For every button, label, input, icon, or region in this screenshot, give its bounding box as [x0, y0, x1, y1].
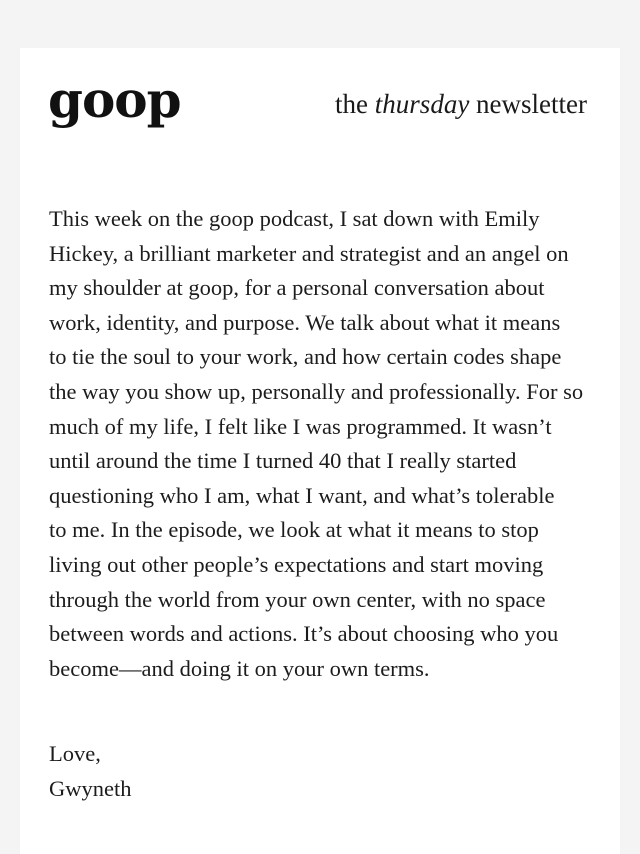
body-line: my shoulder at goop, for a personal conversation about	[49, 275, 545, 301]
body-line: through the world from your own center, with no space	[49, 586, 546, 612]
body-line: questioning who I am, what I want, and what’s tolerable	[49, 482, 555, 508]
body-line: to tie the soul to your work, and how certain codes shape	[49, 344, 562, 370]
body-line: work, identity, and purpose. We talk about what it means	[49, 309, 561, 335]
signoff-closing: Love,	[49, 741, 101, 766]
body-line: living out other people’s expectations and start moving	[49, 551, 544, 577]
body-line: become—and doing it on your own terms.	[49, 655, 430, 681]
newsletter-card	[20, 48, 620, 854]
body-line: Hickey, a brilliant marketer and strategist and an angel on	[49, 240, 569, 266]
signoff-name: Gwyneth	[49, 775, 132, 801]
signoff	[49, 737, 132, 806]
newsletter-tagline	[335, 88, 587, 120]
body-line: until around the time I turned 40 that I really started	[49, 448, 517, 474]
goop-logo[interactable]: goop	[48, 70, 181, 129]
tagline-suffix: newsletter	[469, 89, 587, 119]
body-line: to me. In the episode, we look at what it means to stop	[49, 517, 539, 543]
body-line: This week on the goop podcast, I sat down with Emily	[49, 206, 540, 231]
body-line: the way you show up, personally and professionally. For so	[49, 378, 584, 404]
body-line: much of my life, I felt like I was programmed. It wasn’t	[49, 413, 552, 439]
tagline-day: thursday	[374, 89, 470, 119]
body-line: between words and actions. It’s about choosing who you	[49, 621, 559, 647]
newsletter-body	[49, 202, 599, 686]
tagline-prefix: the	[335, 89, 375, 119]
